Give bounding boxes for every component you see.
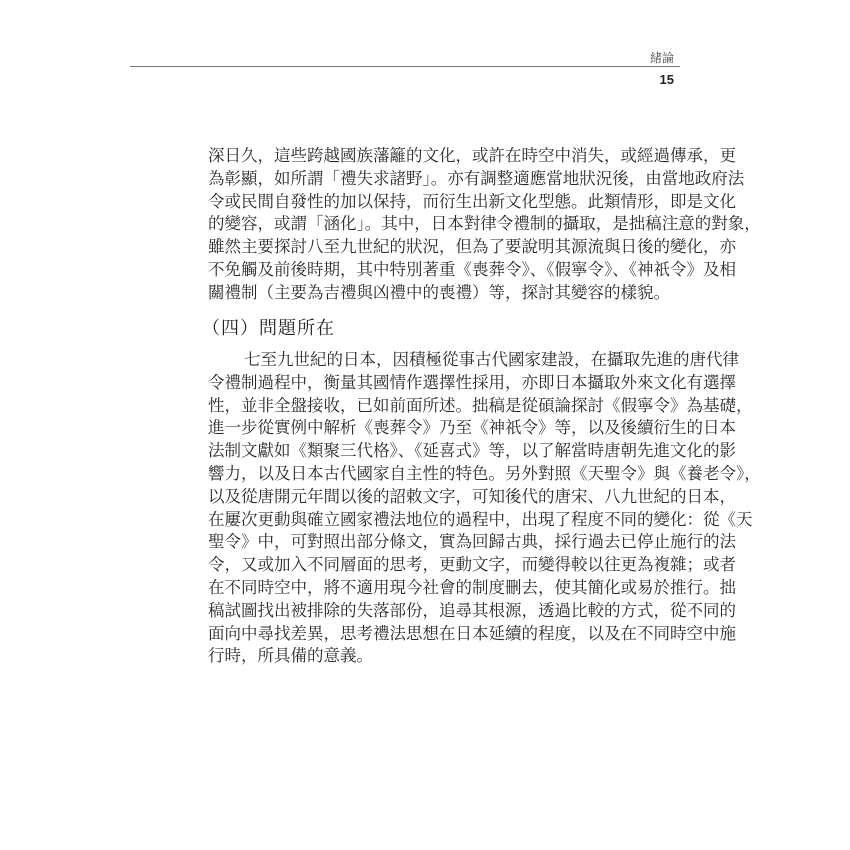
text-line: 響力，以及日本古代國家自主性的特色。另外對照《天聖令》與《養老令》， xyxy=(208,463,761,483)
running-head-title: 緒論 xyxy=(649,51,674,65)
text-line: 以及從唐開元年間以後的詔敕文字，可知後代的唐宋、八九世紀的日本， xyxy=(208,486,736,506)
text-line: 進一步從實例中解析《喪葬令》乃至《神祇令》等，以及後續衍生的日本 xyxy=(208,418,736,438)
text-line: 面向中尋找差異，思考禮法思想在日本延續的程度，以及在不同時空中施 xyxy=(208,623,736,643)
text-line: 稿試圖找出被排除的失落部份，追尋其根源，透過比較的方式，從不同的 xyxy=(208,600,736,620)
text-line: 七至九世紀的日本，因積極從事古代國家建設，在攝取先進的唐代律 xyxy=(244,350,739,369)
text-line: 法制文獻如《類聚三代格》、《延喜式》等，以了解當時唐朝先進文化的影 xyxy=(208,441,736,461)
text-line: 在不同時空中，將不適用現今社會的制度刪去，使其簡化或易於推行。拙 xyxy=(208,577,736,597)
text-line: 令禮制過程中，衡量其國情作選擇性採用，亦即日本攝取外來文化有選擇 xyxy=(208,372,736,392)
page-number: 15 xyxy=(659,72,674,87)
text-line: 行時，所具備的意義。 xyxy=(208,646,373,666)
text-line: 令或民間自發性的加以保持，而衍生出新文化型態。此類情形，即是文化 xyxy=(208,191,736,211)
paragraph-1 xyxy=(208,145,761,305)
text-line: 令，又或加入不同層面的思考，更動文字，而變得較以往更為複雜；或者 xyxy=(208,555,736,575)
paragraph-2 xyxy=(208,349,761,668)
text-line: 關禮制（主要為吉禮與凶禮中的喪禮）等，探討其變容的樣貌。 xyxy=(208,282,670,302)
text-line: 的變容，或謂「涵化」。其中，日本對律令禮制的攝取，是拙稿注意的對象， xyxy=(208,214,761,234)
section-heading: （四）問題所在 xyxy=(202,318,335,339)
text-line: 性，並非全盤接收，已如前面所述。拙稿是從碩論探討《假寧令》為基礎， xyxy=(208,395,753,415)
text-line: 在屢次更動與確立國家禮法地位的過程中，出現了程度不同的變化：從《天 xyxy=(208,509,753,529)
text-line: 為彰顯，如所謂「禮失求諸野」。亦有調整適應當地狀況後，由當地政府法 xyxy=(208,168,745,188)
text-line: 聖令》中，可對照出部分條文，實為回歸古典，採行過去已停止施行的法 xyxy=(208,532,736,552)
text-line: 不免觸及前後時期，其中特別著重《喪葬令》、《假寧令》、《神祇令》及相 xyxy=(208,259,736,279)
text-line: 雖然主要探討八至九世紀的狀況，但為了要說明其源流與日後的變化，亦 xyxy=(208,237,736,257)
text-line: 深日久，這些跨越國族藩籬的文化，或許在時空中消失，或經過傳承，更 xyxy=(208,146,736,165)
header-rule xyxy=(130,66,680,67)
